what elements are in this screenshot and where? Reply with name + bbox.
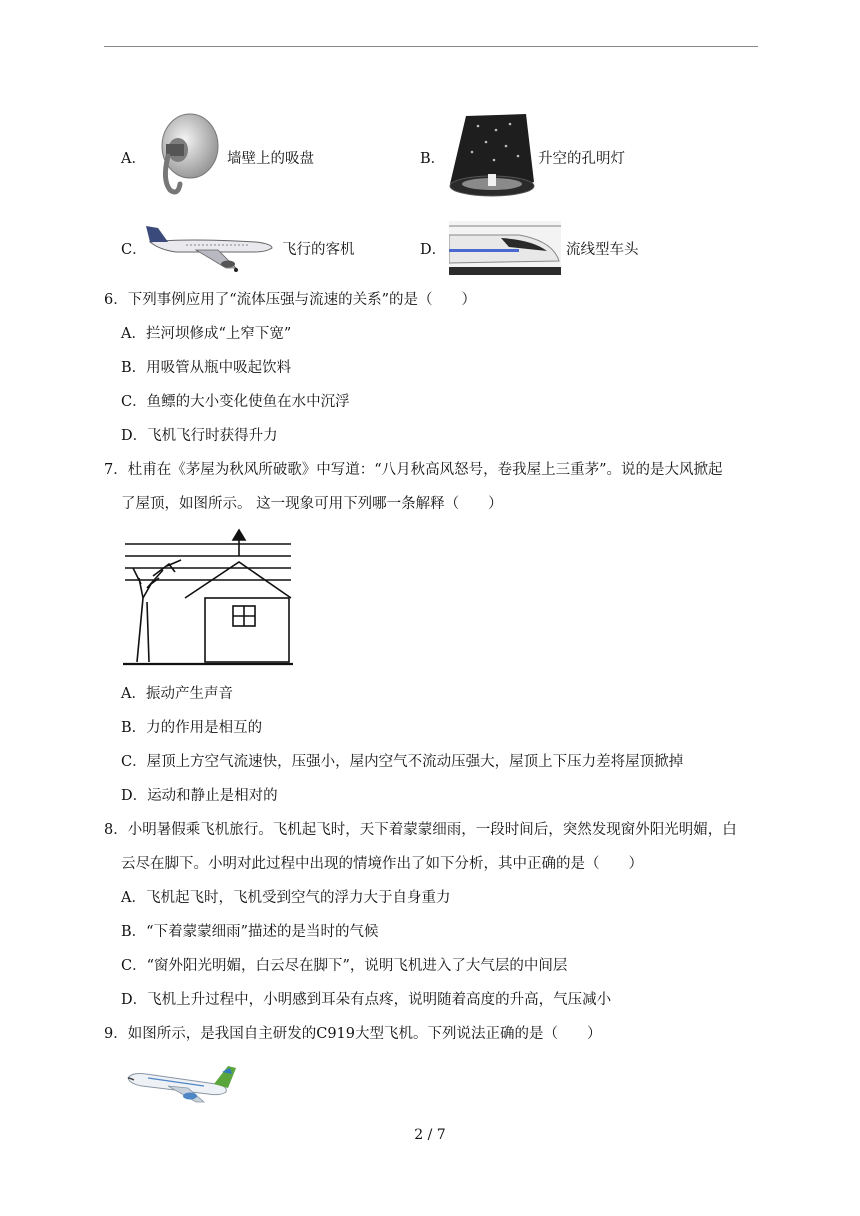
sky-lantern-image xyxy=(448,112,538,200)
house-wind-figure xyxy=(123,528,293,670)
q7-option-b: B．力的作用是相互的 xyxy=(121,720,263,736)
option-d-text: 流线型车头 xyxy=(566,242,639,258)
q8-option-c: C．“窗外阳光明媚，白云尽在脚下”，说明飞机进入了大气层的中间层 xyxy=(121,958,568,974)
q8-option-b: B．“下着蒙蒙细雨”描述的是当时的气候 xyxy=(121,924,379,940)
option-a-label: A． xyxy=(121,151,146,167)
q8-stem-line1: 8．小明暑假乘飞机旅行。飞机起飞时，天下着蒙蒙细雨，一段时间后，突然发现窗外阳光明媚，白 xyxy=(104,822,737,838)
q7-option-d: D．运动和静止是相对的 xyxy=(121,788,278,804)
q6-option-c: C．鱼鳔的大小变化使鱼在水中沉浮 xyxy=(121,394,350,410)
c919-aircraft-image xyxy=(124,1062,240,1106)
option-d-label: D． xyxy=(420,242,447,258)
option-b-label: B． xyxy=(420,151,446,167)
q8-option-a: A．飞机起飞时，飞机受到空气的浮力大于自身重力 xyxy=(121,890,451,906)
suction-cup-image xyxy=(148,110,220,202)
option-a-text: 墙壁上的吸盘 xyxy=(227,151,314,167)
q7-stem-line2: 了屋顶，如图所示。 这一现象可用下列哪一条解释（ ） xyxy=(121,496,503,512)
page-number: 2 / 7 xyxy=(414,1127,446,1143)
q6-stem: 6．下列事例应用了“流体压强与流速的关系”的是（ ） xyxy=(104,292,477,308)
q7-option-a: A．振动产生声音 xyxy=(121,686,233,702)
q6-option-d: D．飞机飞行时获得升力 xyxy=(121,428,278,444)
q7-stem-line1: 7．杜甫在《茅屋为秋风所破歌》中写道：“八月秋高风怒号，卷我屋上三重茅”。说的是大风掀起 xyxy=(104,462,723,478)
option-c-text: 飞行的客机 xyxy=(282,242,355,258)
q6-option-a: A．拦河坝修成“上窄下宽” xyxy=(121,326,292,342)
q8-stem-line2: 云尽在脚下。小明对此过程中出现的情境作出了如下分析，其中正确的是（ ） xyxy=(121,856,643,872)
bullet-train-image xyxy=(449,221,561,275)
q8-option-d: D．飞机上升过程中，小明感到耳朵有点疼，说明随着高度的升高，气压减小 xyxy=(121,992,612,1008)
q9-stem: 9．如图所示，是我国自主研发的C919大型飞机。下列说法正确的是（ ） xyxy=(104,1026,602,1042)
q6-option-b: B．用吸管从瓶中吸起饮料 xyxy=(121,360,292,376)
q7-option-c: C．屋顶上方空气流速快，压强小，屋内空气不流动压强大，屋顶上下压力差将屋顶掀掉 xyxy=(121,754,684,770)
option-c-label: C． xyxy=(121,242,147,258)
header-rule xyxy=(104,46,758,47)
airliner-image xyxy=(146,222,276,272)
option-b-text: 升空的孔明灯 xyxy=(538,151,625,167)
